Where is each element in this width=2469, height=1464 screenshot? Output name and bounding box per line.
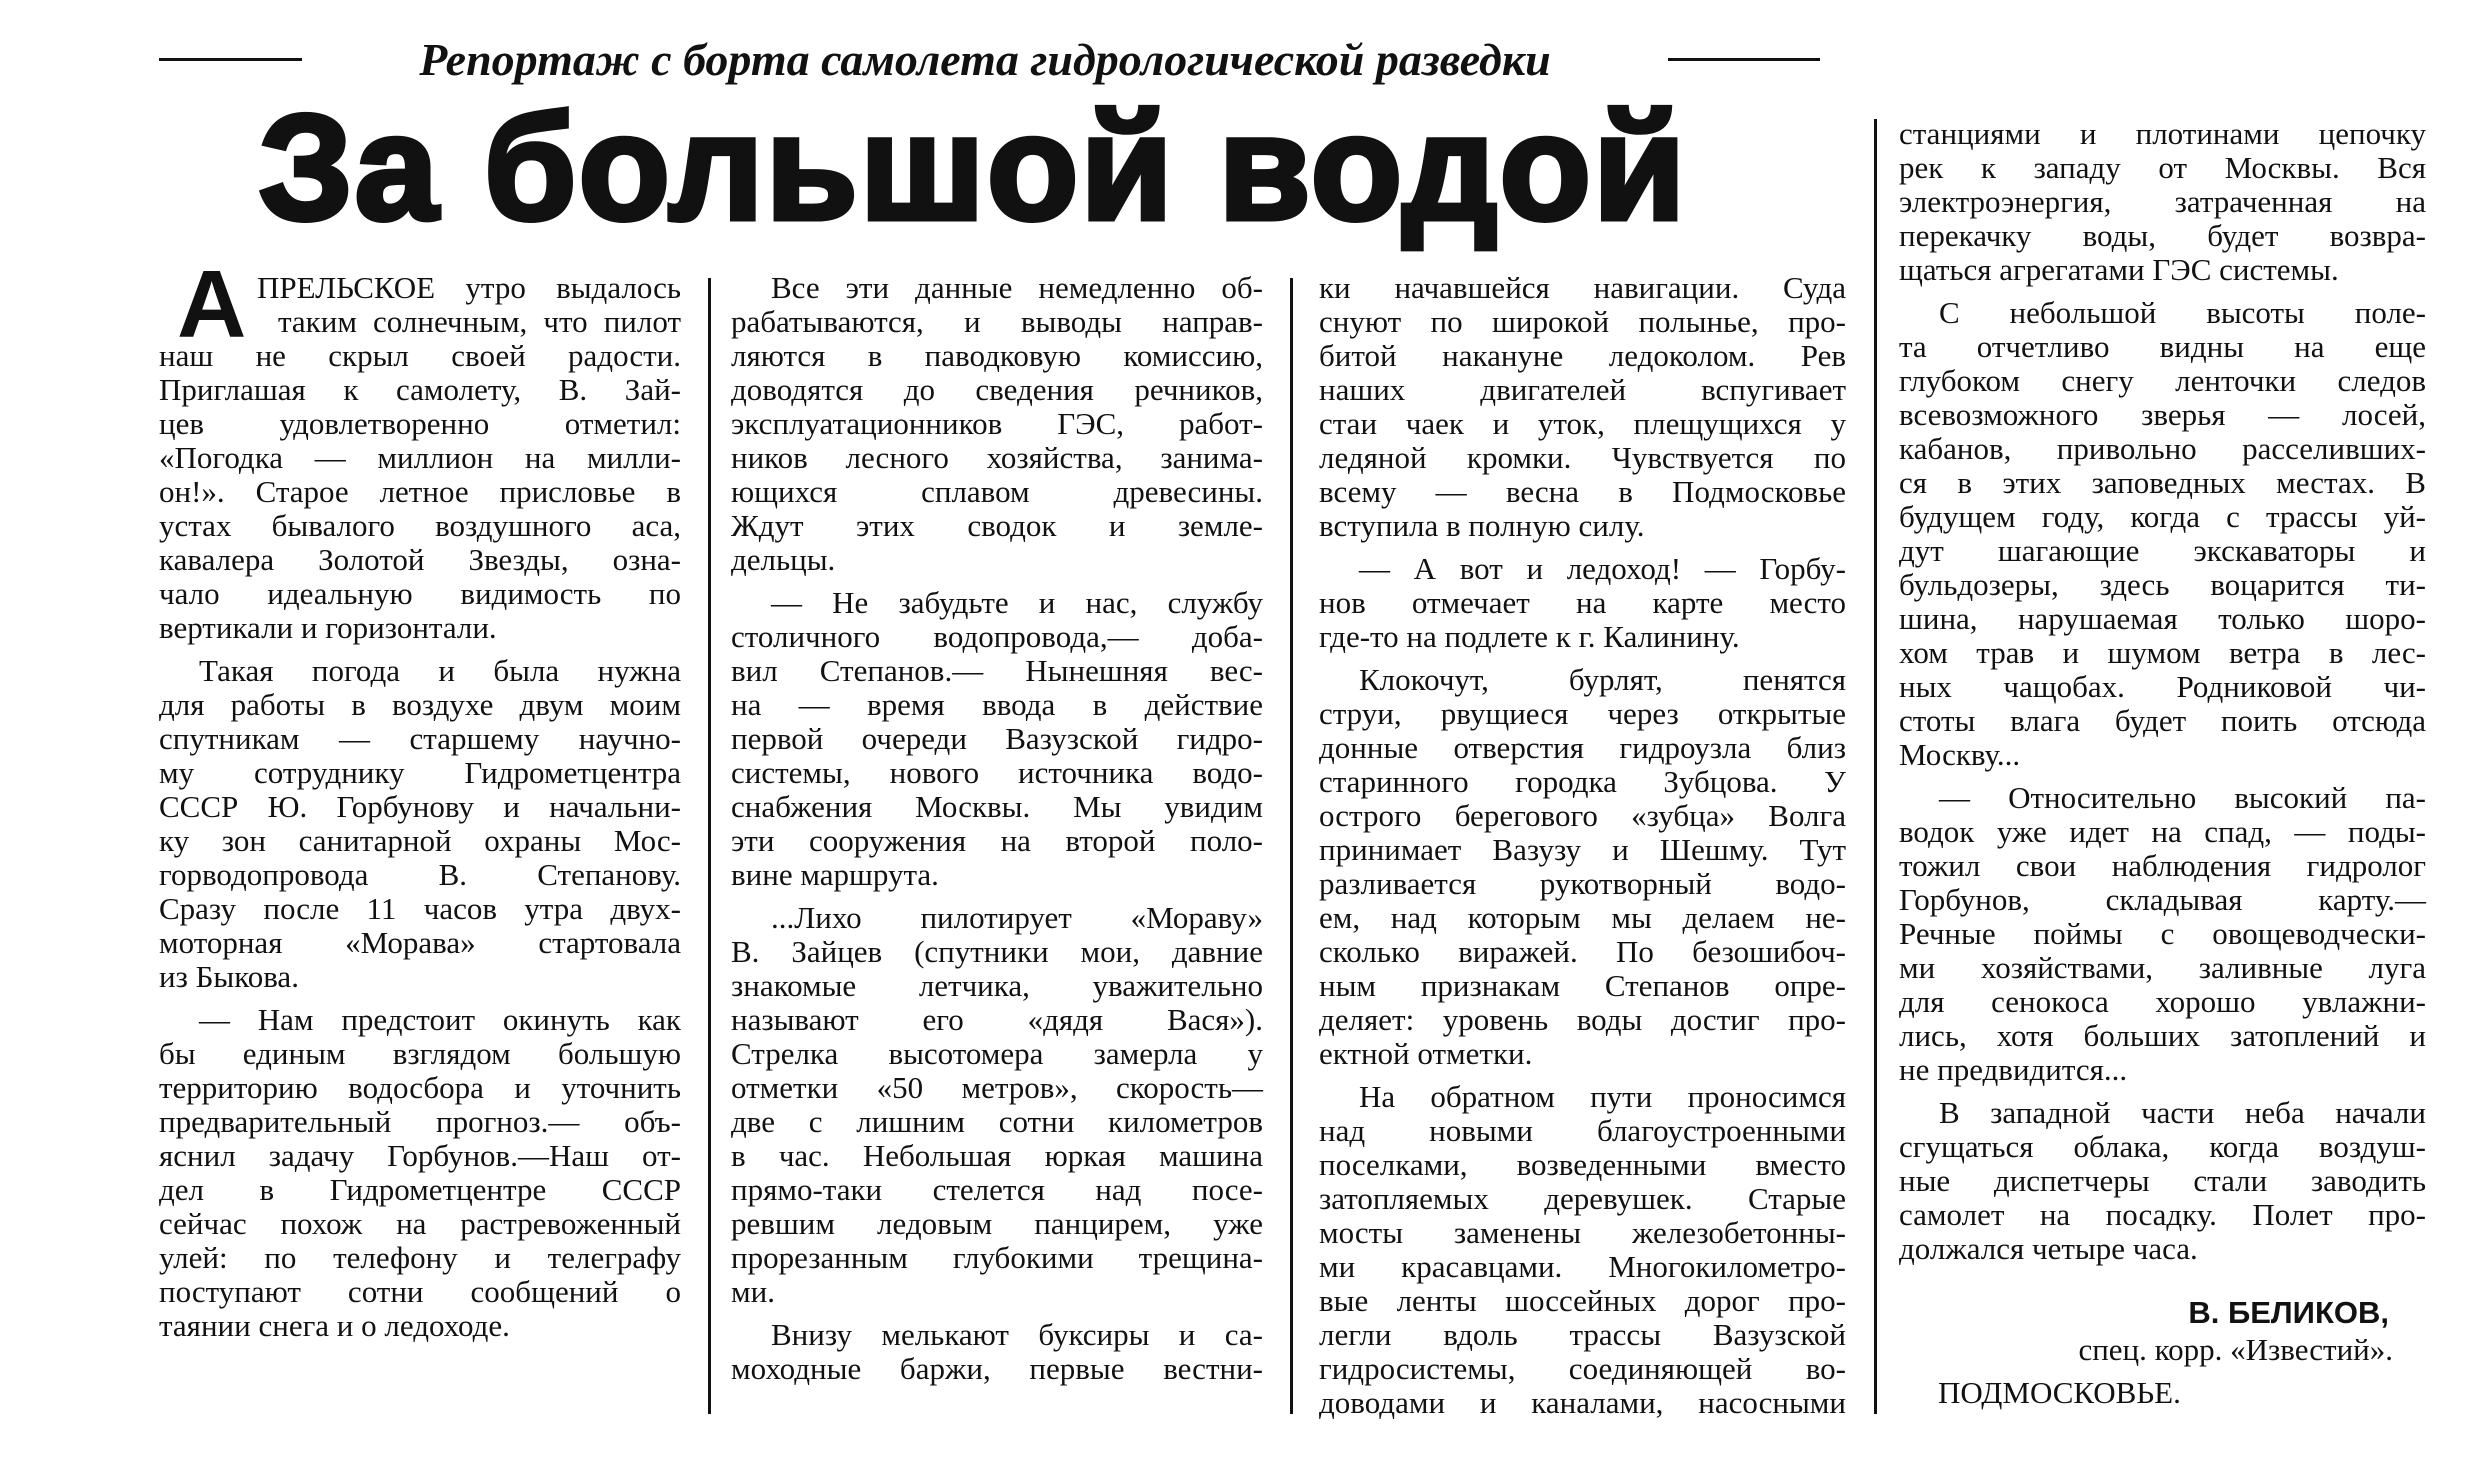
text-line: затопляемых деревушек. Старые — [1319, 1181, 1846, 1216]
text-line: называют его «дядя Вася»). — [731, 1002, 1263, 1037]
text-line: ...Лихо пилотирует «Мораву» — [771, 900, 1263, 935]
text-line: ющихся сплавом древесины. — [731, 474, 1263, 509]
text-line: На обратном пути проносимся — [1359, 1079, 1846, 1114]
paragraph — [1319, 271, 1846, 543]
text-line: «Погодка — миллион на милли- — [159, 440, 681, 475]
text-line: он!». Старое летное присловье в — [159, 474, 681, 509]
text-line: Горбунов, складывая карту.— — [1899, 882, 2426, 917]
text-line: вине маршрута. — [731, 857, 939, 892]
text-line: доводятся до сведения речников, — [731, 372, 1263, 407]
text-line: электроэнергия, затраченная на — [1899, 184, 2426, 219]
text-line: ем, над которым мы делаем не- — [1319, 900, 1846, 935]
text-line: ПРЕЛЬСКОЕ утро выдалось — [257, 270, 681, 305]
author-role: спец. корр. «Известий». — [2078, 1332, 2393, 1367]
text-line: — А вот и ледоход! — Горбу- — [1359, 551, 1846, 586]
column-divider — [1290, 278, 1293, 1414]
text-line: таянии снега и о ледоходе. — [159, 1308, 510, 1343]
text-line: эти сооружения на второй поло- — [731, 823, 1263, 858]
text-line: отметки «50 метров», скорость— — [731, 1070, 1263, 1105]
text-line: из Быкова. — [159, 959, 299, 994]
text-line: Стрелка высотомера замерла у — [731, 1036, 1263, 1071]
text-line: вступила в полную силу. — [1319, 508, 1645, 543]
text-line: ных чащобах. Родниковой чи- — [1899, 669, 2426, 704]
text-line: Внизу мелькают буксиры и са- — [771, 1317, 1263, 1352]
text-line: Клокочут, бурлят, пенятся — [1359, 662, 1846, 697]
text-line: щаться агрегатами ГЭС системы. — [1899, 252, 2339, 287]
text-line: — Относительно высокий па- — [1939, 780, 2426, 815]
text-line: сколько виражей. По безошибоч- — [1319, 934, 1846, 969]
text-line: вертикали и горизонтали. — [159, 610, 497, 645]
text-line: ляются в паводковую комиссию, — [731, 338, 1263, 373]
text-line: — Нам предстоит окинуть как — [199, 1002, 681, 1037]
text-line: донные отверстия гидроузла близ — [1319, 730, 1846, 765]
tagline: Репортаж с борта самолета гидрологической разведки — [419, 34, 1551, 85]
headline: За большой водой — [258, 83, 1688, 251]
paragraph — [731, 271, 1263, 577]
text-line: яснил задачу Горбунов.—Наш от- — [159, 1138, 681, 1173]
paragraph — [1319, 552, 1846, 654]
text-line: Ждут этих сводок и земле- — [731, 508, 1263, 543]
text-line: спутникам — старшему научно- — [159, 721, 681, 756]
text-line: прорезанным глубокими трещина- — [731, 1240, 1263, 1275]
paragraph — [1899, 117, 2426, 287]
paragraph — [1899, 296, 2426, 772]
dateline-place: ПОДМОСКОВЬЕ. — [1938, 1375, 2181, 1410]
text-line: лись, хотя больших затоплений и — [1899, 1018, 2426, 1053]
text-line: ледяной кромки. Чувствуется по — [1319, 440, 1846, 475]
text-line: снуют по широкой полынье, про- — [1319, 304, 1846, 339]
text-line: столичного водопровода,— доба- — [731, 619, 1263, 654]
text-line: принимает Вазузу и Шешму. Тут — [1319, 832, 1846, 867]
text-line: ектной отметки. — [1319, 1036, 1533, 1071]
text-line: наш не скрыл своей радости. — [159, 338, 681, 373]
text-line: цев удовлетворенно отметил: — [159, 406, 681, 441]
text-line: старинного городка Зубцова. У — [1319, 764, 1846, 799]
text-line: С небольшой высоты поле- — [1939, 295, 2426, 330]
paragraph — [731, 1318, 1263, 1386]
text-line: разливается рукотворный водо- — [1319, 866, 1846, 901]
text-line: прямо-таки стелется над посе- — [731, 1172, 1263, 1207]
text-line: будущем году, когда с трассы уй- — [1899, 499, 2426, 534]
text-line: шина, нарушаемая только шоро- — [1899, 601, 2426, 636]
text-line: всему — весна в Подмосковье — [1319, 474, 1846, 509]
text-line: стоты влага будет поить отсюда — [1899, 703, 2426, 738]
text-line: предварительный прогноз.— объ- — [159, 1104, 681, 1139]
text-line: станциями и плотинами цепочку — [1899, 116, 2426, 151]
text-line: битой накануне ледоколом. Рев — [1319, 338, 1846, 373]
paragraph — [731, 901, 1263, 1309]
text-line: снабжения Москвы. Мы увидим — [731, 789, 1263, 824]
text-line: для сенокоса хорошо увлажни- — [1899, 984, 2426, 1019]
text-line: доводами и каналами, насосными — [1319, 1385, 1846, 1420]
text-line: дут шагающие экскаваторы и — [1899, 533, 2426, 568]
text-line: рабатываются, и выводы направ- — [731, 304, 1263, 339]
text-line: ся в этих заповедных местах. В — [1899, 465, 2426, 500]
text-line: горводопровода В. Степанову. — [159, 857, 681, 892]
text-line: глубоком снегу ленточки следов — [1899, 363, 2426, 398]
text-line: дел в Гидрометцентре СССР — [159, 1172, 681, 1207]
text-line: му сотруднику Гидрометцентра — [159, 755, 681, 790]
column-4 — [1899, 117, 2426, 1275]
text-line: В западной части неба начали — [1939, 1095, 2426, 1130]
text-line: та отчетливо видны на еще — [1899, 329, 2426, 364]
text-line: поступают сотни сообщений о — [159, 1274, 681, 1309]
paragraph — [1319, 1080, 1846, 1420]
text-line: кабанов, привольно расселивших- — [1899, 431, 2426, 466]
paragraph — [1899, 781, 2426, 1087]
author-name: В. БЕЛИКОВ, — [2188, 1295, 2389, 1330]
text-line: Все эти данные немедленно об- — [771, 270, 1263, 305]
text-line: сгущаться облака, когда воздуш- — [1899, 1129, 2426, 1164]
text-line: тожил свои наблюдения гидролог — [1899, 848, 2426, 883]
text-line: где-то на подлете к г. Калинину. — [1319, 619, 1740, 654]
text-line: должался четыре часа. — [1899, 1231, 2198, 1266]
text-line: сейчас похож на растревоженный — [159, 1206, 681, 1241]
text-line: эксплуатационников ГЭС, работ- — [731, 406, 1263, 441]
text-line: нов отмечает на карте место — [1319, 585, 1846, 620]
text-line: стаи чаек и уток, плещущихся у — [1319, 406, 1846, 441]
text-line: кавалера Золотой Звезды, озна- — [159, 542, 681, 577]
text-line: водок уже идет на спад, — поды- — [1899, 814, 2426, 849]
text-line: две с лишним сотни километров — [731, 1104, 1263, 1139]
text-line: поселками, возведенными вместо — [1319, 1147, 1846, 1182]
text-line: СССР Ю. Горбунову и начальни- — [159, 789, 681, 824]
column-2 — [731, 271, 1263, 1395]
text-line: ным признакам Степанов опре- — [1319, 968, 1846, 1003]
text-line: вые ленты шоссейных дорог про- — [1319, 1283, 1846, 1318]
text-line: ные диспетчеры стали заводить — [1899, 1163, 2426, 1198]
text-line: дельцы. — [731, 542, 836, 577]
text-line: самолет на посадку. Полет про- — [1899, 1197, 2426, 1232]
text-line: на — время ввода в действие — [731, 687, 1263, 722]
text-line: улей: по телефону и телеграфу — [159, 1240, 681, 1275]
text-line: системы, нового источника водо- — [731, 755, 1263, 790]
text-line: территорию водосбора и уточнить — [159, 1070, 681, 1105]
text-line: Москву... — [1899, 737, 2021, 772]
text-line: Приглашая к самолету, В. Зай- — [159, 372, 681, 407]
column-3 — [1319, 271, 1846, 1429]
text-line: знакомые летчика, уважительно — [731, 968, 1263, 1003]
text-line: струи, рвущиеся через открытые — [1319, 696, 1846, 731]
text-line: ки начавшейся навигации. Суда — [1319, 270, 1846, 305]
tagline-rule-right — [1668, 58, 1820, 61]
text-line: моходные баржи, первые вестни- — [731, 1351, 1263, 1386]
text-line: мосты заменены железобетонны- — [1319, 1215, 1846, 1250]
text-line: ми. — [731, 1274, 775, 1309]
text-line: В. Зайцев (спутники мои, давние — [731, 934, 1263, 969]
drop-cap: А — [177, 251, 247, 358]
text-line: Сразу после 11 часов утра двух- — [159, 891, 681, 926]
text-line: Речные поймы с овощеводчески- — [1899, 916, 2426, 951]
text-line: ми хозяйствами, заливные луга — [1899, 950, 2426, 985]
text-line: острого берегового «зубца» Волга — [1319, 798, 1846, 833]
text-line: над новыми благоустроенными — [1319, 1113, 1846, 1148]
tagline-rule-left — [159, 58, 302, 61]
column-divider — [708, 278, 711, 1414]
text-line: наших двигателей вспугивает — [1319, 372, 1846, 407]
text-line: бульдозеры, здесь воцарится ти- — [1899, 567, 2426, 602]
text-line: бы единым взглядом большую — [159, 1036, 681, 1071]
text-line: перекачку воды, будет возвра- — [1899, 218, 2426, 253]
text-line: чало идеальную видимость по — [159, 576, 681, 611]
paragraph — [1319, 663, 1846, 1071]
text-line: ми красавцами. Многокилометро- — [1319, 1249, 1846, 1284]
text-line: для работы в воздухе двум моим — [159, 687, 681, 722]
text-line: легли вдоль трассы Вазузской — [1319, 1317, 1846, 1352]
text-line: всевозможного зверья — лосей, — [1899, 397, 2426, 432]
text-line: моторная «Морава» стартовала — [159, 925, 681, 960]
paragraph — [731, 586, 1263, 892]
text-line: таким солнечным, что пилот — [278, 304, 681, 339]
text-line: ников лесного хозяйства, занима- — [731, 440, 1263, 475]
paragraph — [159, 654, 681, 994]
text-line: первой очереди Вазузской гидро- — [731, 721, 1263, 756]
text-line: вил Степанов.— Нынешняя вес- — [731, 653, 1263, 688]
text-line: ревшим ледовым панцирем, уже — [731, 1206, 1263, 1241]
paragraph — [159, 251, 681, 645]
text-line: — Не забудьте и нас, службу — [771, 585, 1263, 620]
text-line: не предвидится... — [1899, 1052, 2128, 1087]
text-line: устах бывалого воздушного аса, — [159, 508, 681, 543]
text-line: ку зон санитарной охраны Мос- — [159, 823, 681, 858]
text-line: рек к западу от Москвы. Вся — [1899, 150, 2426, 185]
text-line: в час. Небольшая юркая машина — [731, 1138, 1263, 1173]
column-divider — [1874, 119, 1877, 1414]
column-1 — [159, 251, 681, 1352]
text-line: гидросистемы, соединяющей во- — [1319, 1351, 1846, 1386]
paragraph — [1899, 1096, 2426, 1266]
text-line: Такая погода и была нужна — [199, 653, 681, 688]
paragraph — [159, 1003, 681, 1343]
text-line: деляет: уровень воды достиг про- — [1319, 1002, 1846, 1037]
text-line: хом трав и шумом ветра в лес- — [1899, 635, 2426, 670]
